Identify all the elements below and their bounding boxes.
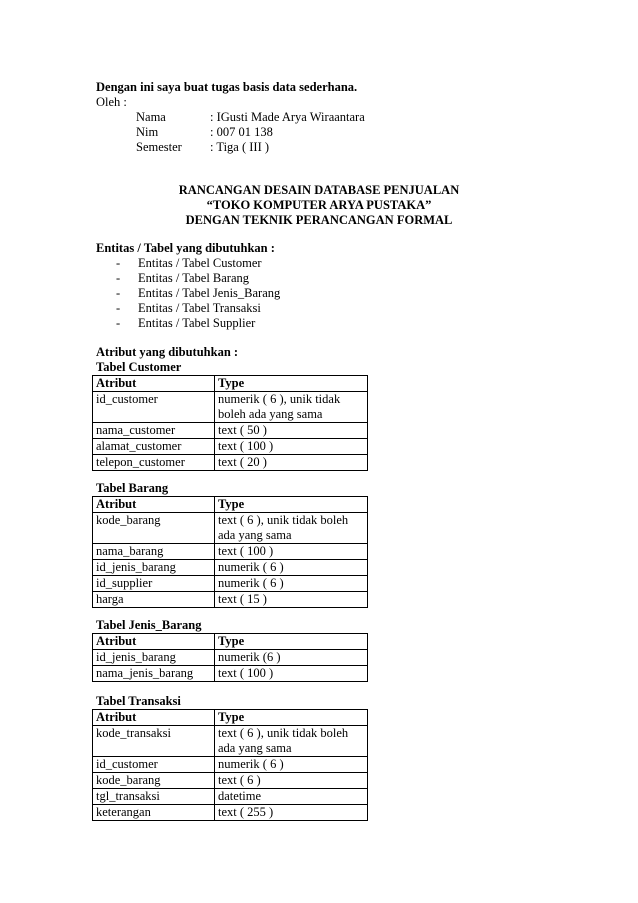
cell-atribut: id_customer xyxy=(93,757,215,773)
table-row xyxy=(93,513,368,544)
table-row xyxy=(93,560,368,576)
cell-atribut: kode_barang xyxy=(93,773,215,789)
doc-title-line2: “TOKO KOMPUTER ARYA PUSTAKA” xyxy=(206,198,432,212)
cell-type: numerik ( 6 ) xyxy=(215,560,368,576)
list-item: - Entitas / Tabel Supplier xyxy=(116,316,256,330)
header-type: Type xyxy=(215,376,368,392)
table-row xyxy=(93,423,368,439)
header-type: Type xyxy=(215,710,368,726)
cell-type: text ( 100 ) xyxy=(215,666,368,682)
header-atribut: Atribut xyxy=(93,710,215,726)
cell-atribut: alamat_customer xyxy=(93,439,215,455)
table-row xyxy=(93,455,368,471)
table-row xyxy=(93,726,368,757)
table-header-row xyxy=(93,497,368,513)
table-jenis-barang xyxy=(92,633,368,682)
atribut-heading: Atribut yang dibutuhkan : xyxy=(96,345,239,359)
table-jenis-barang-title: Tabel Jenis_Barang xyxy=(96,618,202,632)
cell-type: text ( 6 ) xyxy=(215,773,368,789)
cell-atribut: kode_transaksi xyxy=(93,726,215,757)
table-row xyxy=(93,666,368,682)
table-row xyxy=(93,789,368,805)
table-header-row xyxy=(93,634,368,650)
doc-title-line1: RANCANGAN DESAIN DATABASE PENJUALAN xyxy=(178,183,460,197)
cell-atribut: nama_jenis_barang xyxy=(93,666,215,682)
table-barang xyxy=(92,496,368,608)
cell-type: text ( 20 ) xyxy=(215,455,368,471)
cell-type: numerik (6 ) xyxy=(215,650,368,666)
table-customer xyxy=(92,375,368,471)
nim-value: : 007 01 138 xyxy=(210,125,273,139)
cell-atribut: id_jenis_barang xyxy=(93,560,215,576)
cell-type: numerik ( 6 ) xyxy=(215,757,368,773)
table-row xyxy=(93,805,368,821)
semester-value: : Tiga ( III ) xyxy=(210,140,270,154)
header-atribut: Atribut xyxy=(93,497,215,513)
cell-type: text ( 15 ) xyxy=(215,592,368,608)
cell-type: text ( 100 ) xyxy=(215,544,368,560)
cell-atribut: id_supplier xyxy=(93,576,215,592)
cell-type: text ( 6 ), unik tidak boleh ada yang sama xyxy=(215,726,368,757)
table-barang-title: Tabel Barang xyxy=(96,481,169,495)
nama-value: : IGusti Made Arya Wiraantara xyxy=(210,110,365,124)
table-row xyxy=(93,576,368,592)
header-atribut: Atribut xyxy=(93,376,215,392)
table-transaksi-title: Tabel Transaksi xyxy=(96,694,181,708)
doc-title-line3: DENGAN TEKNIK PERANCANGAN FORMAL xyxy=(185,213,453,227)
cell-atribut: tgl_transaksi xyxy=(93,789,215,805)
cell-type: numerik ( 6 ) xyxy=(215,576,368,592)
cell-type: numerik ( 6 ), unik tidak boleh ada yang sama xyxy=(215,392,368,423)
table-row xyxy=(93,773,368,789)
semester-label: Semester xyxy=(136,140,182,154)
cell-atribut: id_jenis_barang xyxy=(93,650,215,666)
table-row xyxy=(93,392,368,423)
cell-type: text ( 50 ) xyxy=(215,423,368,439)
cell-atribut: nama_barang xyxy=(93,544,215,560)
cell-atribut: nama_customer xyxy=(93,423,215,439)
cell-atribut: keterangan xyxy=(93,805,215,821)
cell-atribut: kode_barang xyxy=(93,513,215,544)
cell-type: datetime xyxy=(215,789,368,805)
entitas-heading: Entitas / Tabel yang dibutuhkan : xyxy=(96,241,275,255)
cell-type: text ( 255 ) xyxy=(215,805,368,821)
header-type: Type xyxy=(215,497,368,513)
header-type: Type xyxy=(215,634,368,650)
cell-atribut: id_customer xyxy=(93,392,215,423)
table-header-row xyxy=(93,376,368,392)
cell-atribut: telepon_customer xyxy=(93,455,215,471)
list-item: - Entitas / Tabel Transaksi xyxy=(116,301,261,315)
list-item: - Entitas / Tabel Barang xyxy=(116,271,250,285)
table-row xyxy=(93,757,368,773)
list-item: - Entitas / Tabel Customer xyxy=(116,256,262,270)
table-row xyxy=(93,439,368,455)
table-row xyxy=(93,650,368,666)
table-row xyxy=(93,592,368,608)
nama-label: Nama xyxy=(136,110,166,124)
cell-atribut: harga xyxy=(93,592,215,608)
table-header-row xyxy=(93,710,368,726)
cell-type: text ( 6 ), unik tidak boleh ada yang sama xyxy=(215,513,368,544)
cell-type: text ( 100 ) xyxy=(215,439,368,455)
list-item: - Entitas / Tabel Jenis_Barang xyxy=(116,286,281,300)
nim-label: Nim xyxy=(136,125,159,139)
intro-line: Dengan ini saya buat tugas basis data sederhana. xyxy=(96,80,358,94)
header-atribut: Atribut xyxy=(93,634,215,650)
oleh-label: Oleh : xyxy=(96,95,127,109)
table-transaksi xyxy=(92,709,368,821)
table-row xyxy=(93,544,368,560)
table-customer-title: Tabel Customer xyxy=(96,360,182,374)
